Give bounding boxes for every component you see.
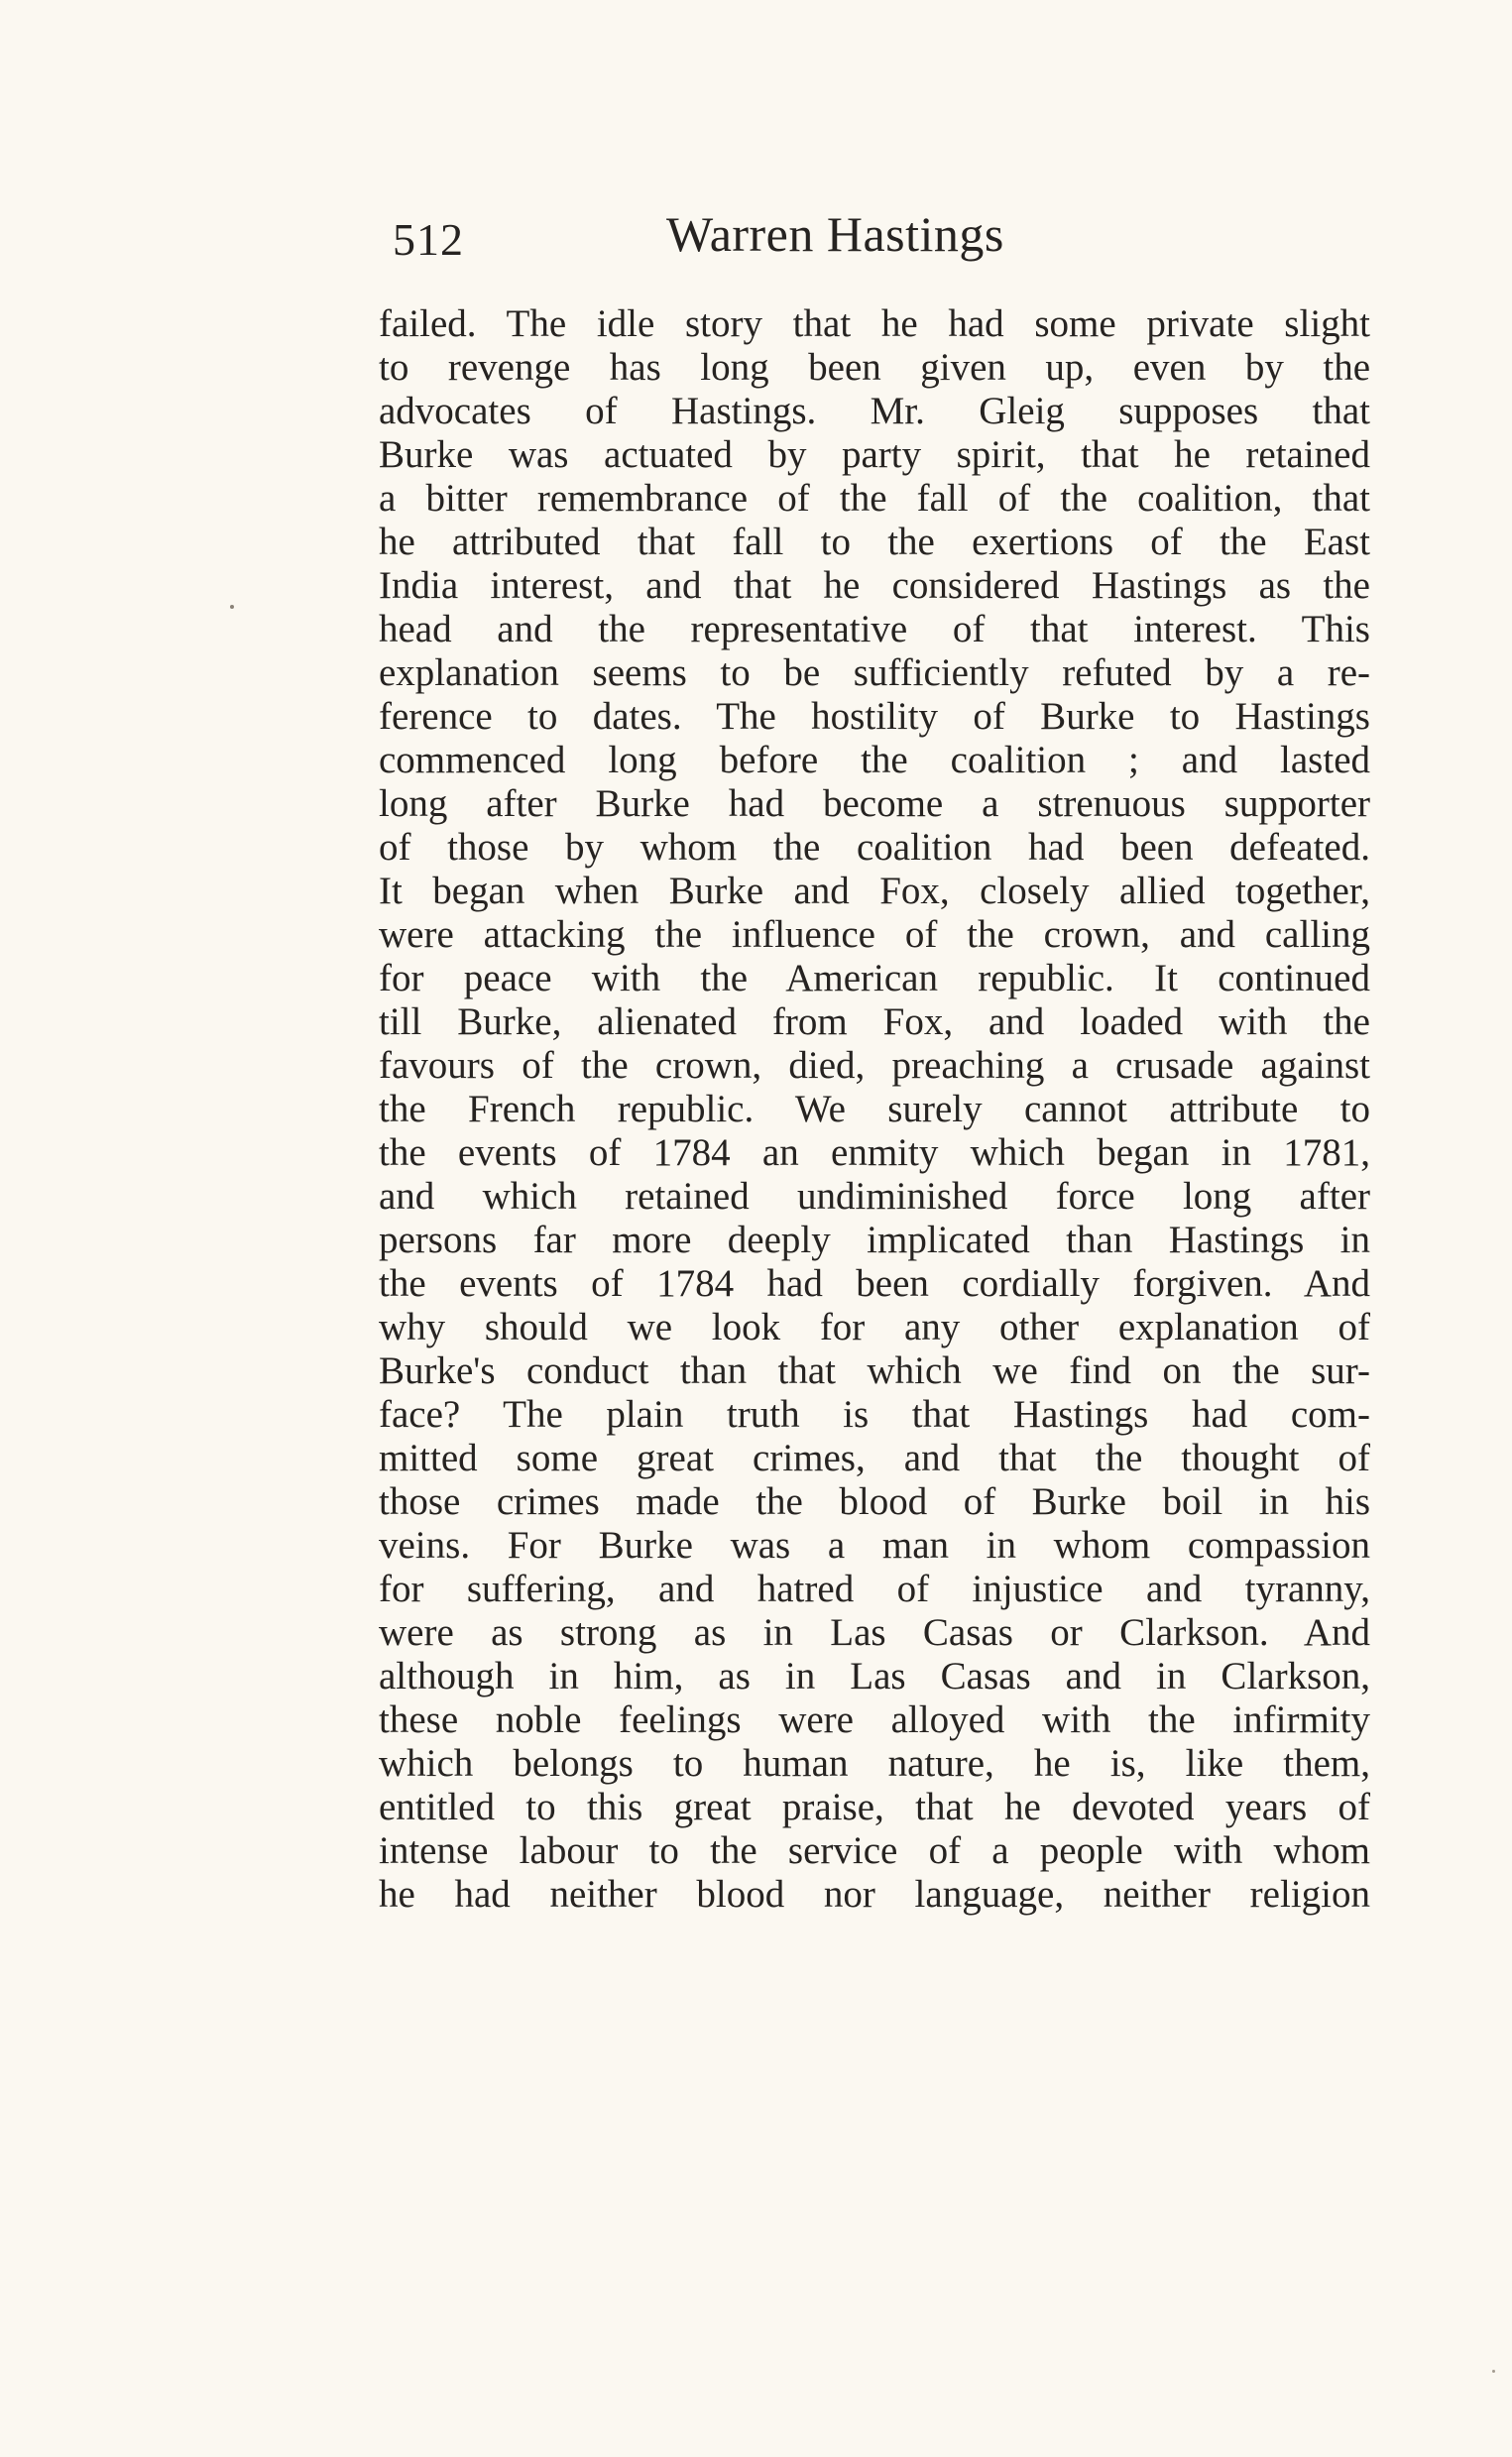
text-line: explanation seems to be sufficiently refuted by a re- [379,651,1370,694]
text-line: entitled to this great praise, that he devoted years of [379,1786,1370,1828]
text-line: were attacking the influence of the crown, and calling [379,913,1370,956]
paper-speck [230,605,234,609]
text-line: the events of 1784 had been cordially forgiven. And [379,1262,1370,1305]
text-line: It began when Burke and Fox, closely allied together, [379,870,1370,912]
text-line: to revenge has long been given up, even by the [379,346,1370,389]
page-number: 512 [393,214,464,265]
running-head [393,204,1067,274]
text-line: those crimes made the blood of Burke boil in his [379,1480,1370,1523]
text-line: advocates of Hastings. Mr. Gleig supposes that [379,390,1370,432]
text-line: failed. The idle story that he had some private slight [379,302,1370,345]
text-line: why should we look for any other explanation of [379,1306,1370,1348]
text-line: mitted some great crimes, and that the thought of [379,1437,1370,1479]
text-line: and which retained undiminished force long after [379,1175,1370,1218]
text-line: Burke's conduct than that which we find on the sur- [379,1349,1370,1392]
text-line: were as strong as in Las Casas or Clarkson. And [379,1611,1370,1654]
text-line: he had neither blood nor language, neither religion [379,1873,1370,1916]
text-line: commenced long before the coalition ; and lasted [379,739,1370,781]
running-title: Warren Hastings [666,206,1004,262]
text-line: which belongs to human nature, he is, like them, [379,1742,1370,1785]
text-line: for suffering, and hatred of injustice and tyranny, [379,1568,1370,1610]
text-line: of those by whom the coalition had been defeated. [379,826,1370,869]
text-line: Burke was actuated by party spirit, that he retained [379,433,1370,476]
text-line: ference to dates. The hostility of Burke to Hastings [379,695,1370,738]
text-line: head and the representative of that interest. This [379,608,1370,650]
paper-speck [1492,2370,1495,2373]
text-line: intense labour to the service of a people with whom [379,1829,1370,1872]
text-line: the events of 1784 an enmity which began in 1781, [379,1131,1370,1174]
text-line: till Burke, alienated from Fox, and loaded with the [379,1000,1370,1043]
text-line: a bitter remembrance of the fall of the coalition, that [379,477,1370,520]
text-line: he attributed that fall to the exertions of the East [379,521,1370,563]
text-line: the French republic. We surely cannot attribute to [379,1088,1370,1130]
text-line: persons far more deeply implicated than Hastings in [379,1219,1370,1261]
text-line: for peace with the American republic. It continued [379,957,1370,999]
text-line: India interest, and that he considered Hastings as the [379,564,1370,607]
body-text [379,302,1370,1917]
text-line: favours of the crown, died, preaching a crusade against [379,1044,1370,1087]
text-line: although in him, as in Las Casas and in Clarkson, [379,1655,1370,1697]
text-line: long after Burke had become a strenuous supporter [379,782,1370,825]
text-line: veins. For Burke was a man in whom compassion [379,1524,1370,1567]
text-line: these noble feelings were alloyed with the infirmity [379,1698,1370,1741]
text-line: face? The plain truth is that Hastings had com- [379,1393,1370,1436]
